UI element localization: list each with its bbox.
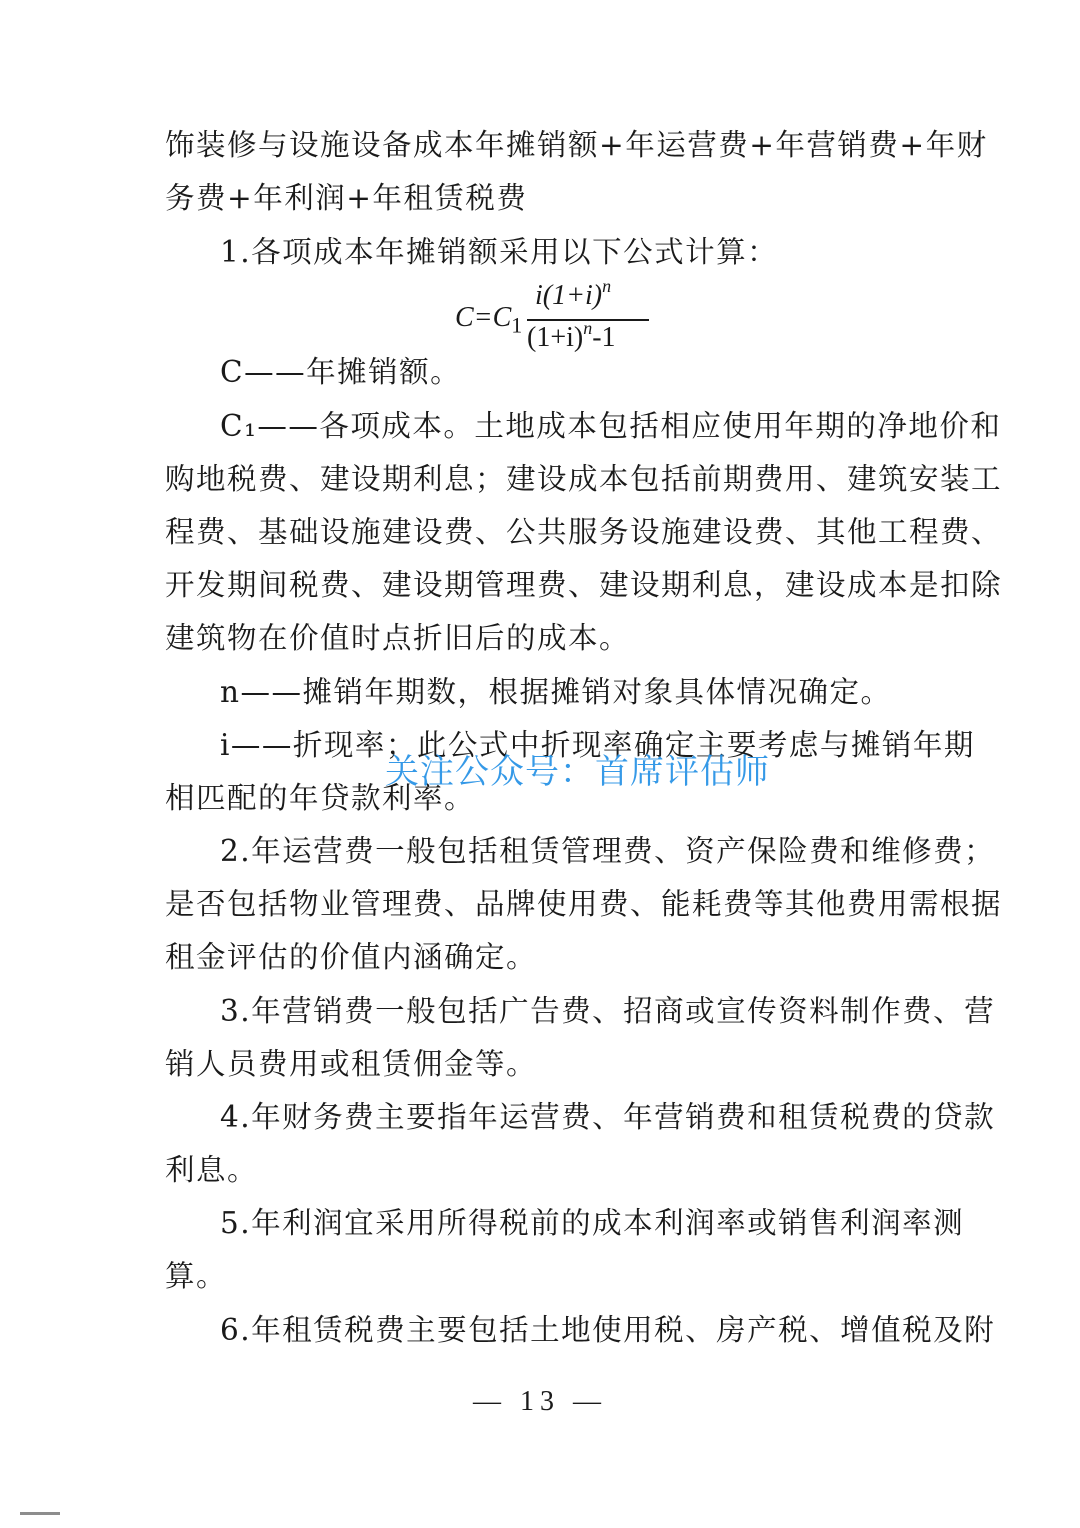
body-line: n——摊销年期数，根据摊销对象具体情况确定。 [220,675,892,709]
body-line: 购地税费、建设期利息；建设成本包括前期费用、建筑安装工 [165,462,1003,496]
body-line: C——年摊销额。 [220,355,462,389]
body-line: i——折现率；此公式中折现率确定主要考虑与摊销年期 [220,728,975,762]
body-line: 6.年租赁税费主要包括土地使用税、房产税、增值税及附 [220,1313,996,1347]
body-line: 5.年利润宜采用所得税前的成本利润率或销售利润率测 [220,1206,965,1240]
body-line: 销人员费用或租赁佣金等。 [165,1047,538,1081]
scan-edge-mark [20,1512,60,1515]
body-line: 1.各项成本年摊销额采用以下公式计算： [220,235,779,269]
body-line: 饰装修与设施设备成本年摊销额+年运营费+年营销费+年财 [165,128,988,162]
body-line: 3.年营销费一般包括广告费、招商或宣传资料制作费、营 [220,994,996,1028]
amortization-formula [455,276,655,360]
page-number: — 13 — [473,1386,607,1417]
formula-numerator: $i(1+i)^n$ [535,276,612,311]
watermark-text: 关注公众号：首席评估师 [385,752,770,792]
body-line: 开发期间税费、建设期管理费、建设期利息，建设成本是扣除 [165,568,1003,602]
body-line: C₁——各项成本。土地成本包括相应使用年期的净地价和 [220,409,1002,443]
formula-denominator: $(1+i)^n-1$ [527,318,616,353]
body-line: 2.年运营费一般包括租赁管理费、资产保险费和维修费； [220,834,996,868]
formula-lhs: $C=C_1$ [455,302,523,338]
body-line: 算。 [165,1259,228,1293]
body-line: 相匹配的年贷款利率。 [165,781,476,815]
body-line: 建筑物在价值时点折旧后的成本。 [165,621,631,655]
body-line: 务费+年利润+年租赁税费 [165,181,528,215]
body-line: 利息。 [165,1153,259,1187]
body-line: 是否包括物业管理费、品牌使用费、能耗费等其他费用需根据 [165,887,1003,921]
body-line: 程费、基础设施建设费、公共服务设施建设费、其他工程费、 [165,515,1003,549]
body-line: 4.年财务费主要指年运营费、年营销费和租赁税费的贷款 [220,1100,996,1134]
body-line: 租金评估的价值内涵确定。 [165,940,538,974]
